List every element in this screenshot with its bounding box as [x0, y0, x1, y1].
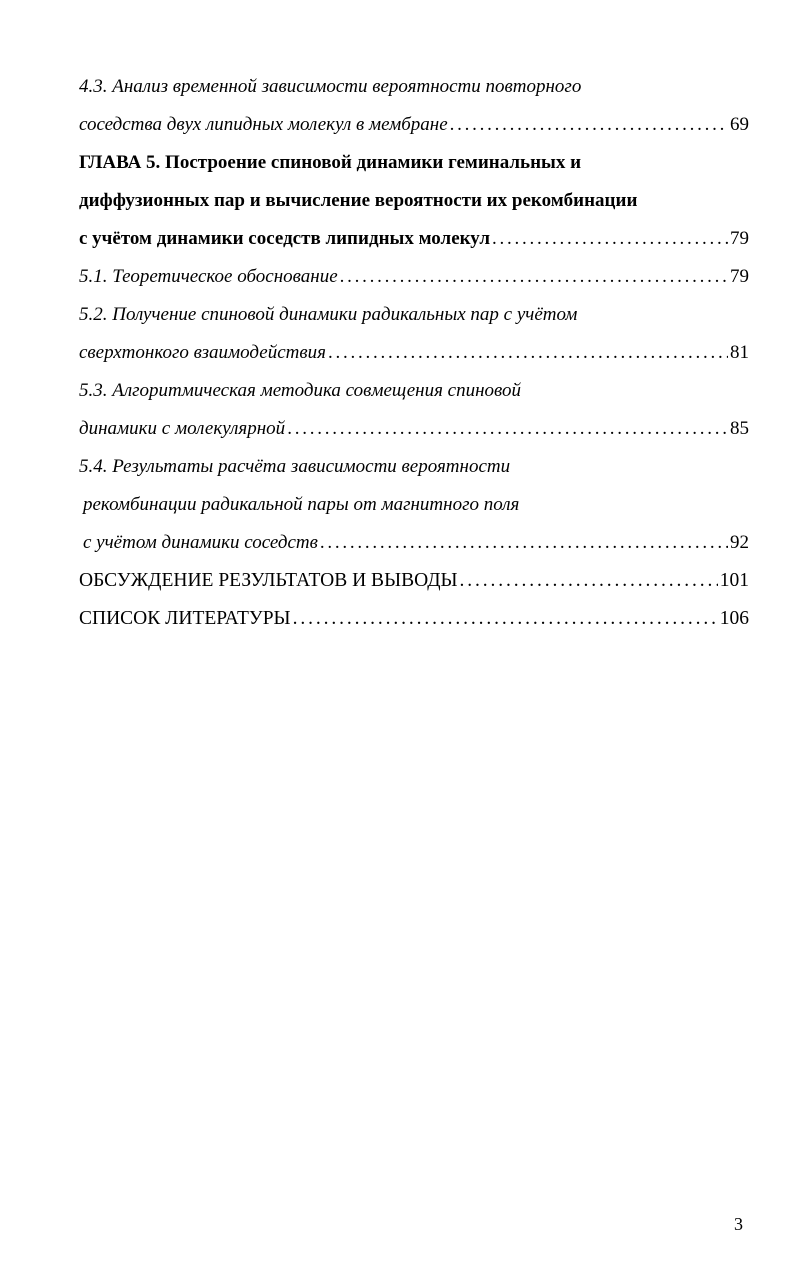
toc-page-number: 79 [730, 228, 749, 249]
toc-line [79, 296, 749, 334]
toc-page-number: 106 [719, 608, 749, 629]
toc-entry-text: 5.3. Алгоритмическая методика совмещения спиновой [79, 380, 522, 401]
toc-leader-dots [340, 258, 728, 296]
toc-line [79, 182, 749, 220]
toc-chapter-text: с учётом динамики соседств липидных молекул [79, 228, 490, 249]
toc-entry-text: динамики с молекулярной [79, 418, 286, 439]
toc-entry-text: 5.1. Теоретическое обоснование [79, 266, 338, 287]
toc-entry-text: сверхтонкого взаимодействия [79, 342, 326, 363]
toc-line [79, 258, 749, 296]
toc-page-number: 85 [730, 418, 749, 439]
toc-line [79, 448, 749, 486]
toc-entry-text: 4.3. Анализ временной зависимости вероятности повторного [79, 76, 582, 97]
toc-line [79, 600, 749, 638]
toc-chapter-text: ГЛАВА 5. Построение спиновой динамики геминальных и [79, 152, 582, 173]
toc-leader-dots [460, 562, 718, 600]
toc-leader-dots [287, 410, 728, 448]
toc-line [79, 562, 749, 600]
toc-line [79, 106, 749, 144]
toc-leader-dots [492, 220, 728, 258]
toc-line [79, 372, 749, 410]
toc-line [79, 486, 749, 524]
page-number: 3 [734, 1214, 743, 1234]
toc-leader-dots [320, 524, 728, 562]
toc-page-number: 81 [730, 342, 749, 363]
toc-page-number: 79 [730, 266, 749, 287]
table-of-contents [79, 68, 749, 638]
toc-entry-text: соседства двух липидных молекул в мембране [79, 114, 448, 135]
toc-entry-text: с учётом динамики соседств [83, 532, 318, 553]
toc-leader-dots [293, 600, 718, 638]
toc-page-number: 92 [730, 532, 749, 553]
toc-line [79, 524, 749, 562]
toc-entry-text: 5.2. Получение спиновой динамики радикальных пар с учётом [79, 304, 578, 325]
toc-line [79, 220, 749, 258]
toc-leader-dots [450, 106, 728, 144]
toc-line [79, 68, 749, 106]
toc-chapter-text: диффузионных пар и вычисление вероятности их рекомбинации [79, 190, 638, 211]
toc-section-text: ОБСУЖДЕНИЕ РЕЗУЛЬТАТОВ И ВЫВОДЫ [79, 570, 458, 591]
toc-page-number: 101 [719, 570, 749, 591]
toc-entry-text: 5.4. Результаты расчёта зависимости вероятности [79, 456, 511, 477]
toc-line [79, 144, 749, 182]
toc-page-number: 69 [730, 114, 749, 135]
toc-leader-dots [328, 334, 728, 372]
toc-line [79, 334, 749, 372]
toc-line [79, 410, 749, 448]
toc-section-text: СПИСОК ЛИТЕРАТУРЫ [79, 608, 291, 629]
toc-entry-text: рекомбинации радикальной пары от магнитного поля [83, 494, 520, 515]
